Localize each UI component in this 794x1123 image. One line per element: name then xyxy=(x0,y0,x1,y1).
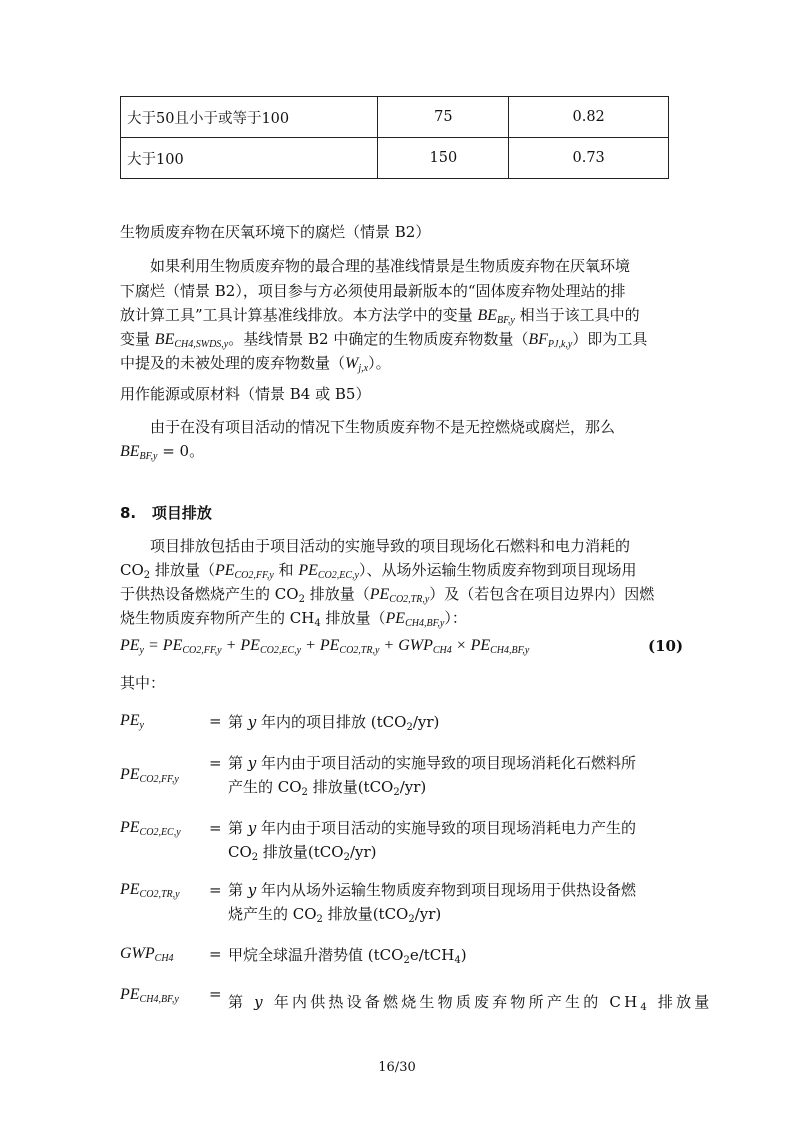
table-cell: 150 xyxy=(378,138,509,179)
definition-symbol: $PE_{CO2,FF,y}$ xyxy=(120,766,179,785)
paragraph-line: 中提及的未被处理的废弃物数量$(W_{j,x})$。 xyxy=(120,354,391,374)
definition-text: 第 y 年内供热设备燃烧生物质废弃物所产生的 $CH_4$ 排放量 xyxy=(228,993,713,1013)
definition-text: 第 y 年内由于项目活动的实施导致的项目现场消耗电力产生的 $CO_2$ 排放量(tCO$_2$/yr) xyxy=(228,819,637,863)
definition-symbol: $PE_y$ xyxy=(120,712,144,731)
paragraph-line: $BE_{BF,y} = 0$。 xyxy=(120,442,205,462)
paragraph-line: 项目排放包括由于项目活动的实施导致的项目现场化石燃料和电力消耗的 xyxy=(150,537,631,555)
where-label: 其中： xyxy=(120,674,166,692)
section-heading: 8. 项目排放 xyxy=(120,504,212,522)
equation-number: (10) xyxy=(648,637,684,655)
definition-text: 甲烷全球温升潜势值 (tCO$_2$e/tCH$_4$) xyxy=(228,946,467,966)
paragraph-line: 变量 $BE_{CH4,SWDS,y}$。基线情景 B2 中确定的生物质废弃物数量$(BF_{PJ,k,y})$即为工具 xyxy=(120,330,648,350)
emission-factor-table xyxy=(120,96,669,179)
definition-text: 第 y 年内的项目排放 (tCO$_2$/yr) xyxy=(228,713,440,733)
paragraph-line: 放计算工具”工具计算基准线排放。本方法学中的变量 $BE_{BF,y}$ 相当于该工具中的 xyxy=(120,306,640,326)
table-cell: 0.73 xyxy=(509,138,669,179)
table-cell: 大于100 xyxy=(121,138,378,179)
paragraph-line: 于供热设备燃烧产生的 $CO_2$ 排放量$(PE_{CO2,TR,y})$及（若包含在项目边界内）因燃 xyxy=(120,585,655,605)
scenario-b4-heading: 用作能源或原材料（情景 B4 或 B5） xyxy=(120,385,371,403)
equals-sign: = xyxy=(209,754,222,772)
table-cell: 75 xyxy=(378,97,509,138)
definition-symbol: $PE_{CO2,TR,y}$ xyxy=(120,881,180,900)
equals-sign: = xyxy=(209,881,222,899)
table-row xyxy=(121,97,669,138)
paragraph-line: 如果利用生物质废弃物的最合理的基准线情景是生物质废弃物在厌氧环境 xyxy=(150,257,631,275)
definition-text: 第 y 年内从场外运输生物质废弃物到项目现场用于供热设备燃 烧产生的 $CO_2$ 排放量(tCO$_2$/yr) xyxy=(228,881,637,925)
definition-text: 第 y 年内由于项目活动的实施导致的项目现场消耗化石燃料所 产生的 $CO_2$ 排放量(tCO$_2$/yr) xyxy=(228,754,637,798)
definition-symbol: $PE_{CH4,BF,y}$ xyxy=(120,986,179,1005)
paragraph-line: 烧生物质废弃物所产生的 $CH_4$ 排放量$(PE_{CH4,BF,y})$： xyxy=(120,609,467,629)
table-cell: 大于50且小于或等于100 xyxy=(121,97,378,138)
equals-sign: = xyxy=(209,985,222,1003)
scenario-b2-heading: 生物质废弃物在厌氧环境下的腐烂（情景 B2） xyxy=(120,223,431,241)
equation-10: $PE_y = PE_{CO2,FF,y} + PE_{CO2,EC,y} + PE_{CO2,TR,y} + GWP_{CH4} \times PE_{CH4,BF,y}$ xyxy=(120,637,530,656)
equals-sign: = xyxy=(209,712,222,730)
equals-sign: = xyxy=(209,819,222,837)
definition-symbol: $GWP_{CH4}$ xyxy=(120,945,174,964)
table-row xyxy=(121,138,669,179)
paragraph-line: 下腐烂（情景 B2），项目参与方必须使用最新版本的“固体废弃物处理站的排 xyxy=(120,282,626,300)
page-number: 16/30 xyxy=(378,1060,416,1075)
paragraph-line: 由于在没有项目活动的情况下生物质废弃物不是无控燃烧或腐烂，那么 xyxy=(150,418,616,436)
definition-symbol: $PE_{CO2,EC,y}$ xyxy=(120,819,181,838)
equals-sign: = xyxy=(209,945,222,963)
paragraph-line: $CO_2$ 排放量（$PE_{CO2,FF,y}$ 和 $PE_{CO2,EC,y}$）、从场外运输生物质废弃物到项目现场用 xyxy=(120,561,637,581)
table-cell: 0.82 xyxy=(509,97,669,138)
